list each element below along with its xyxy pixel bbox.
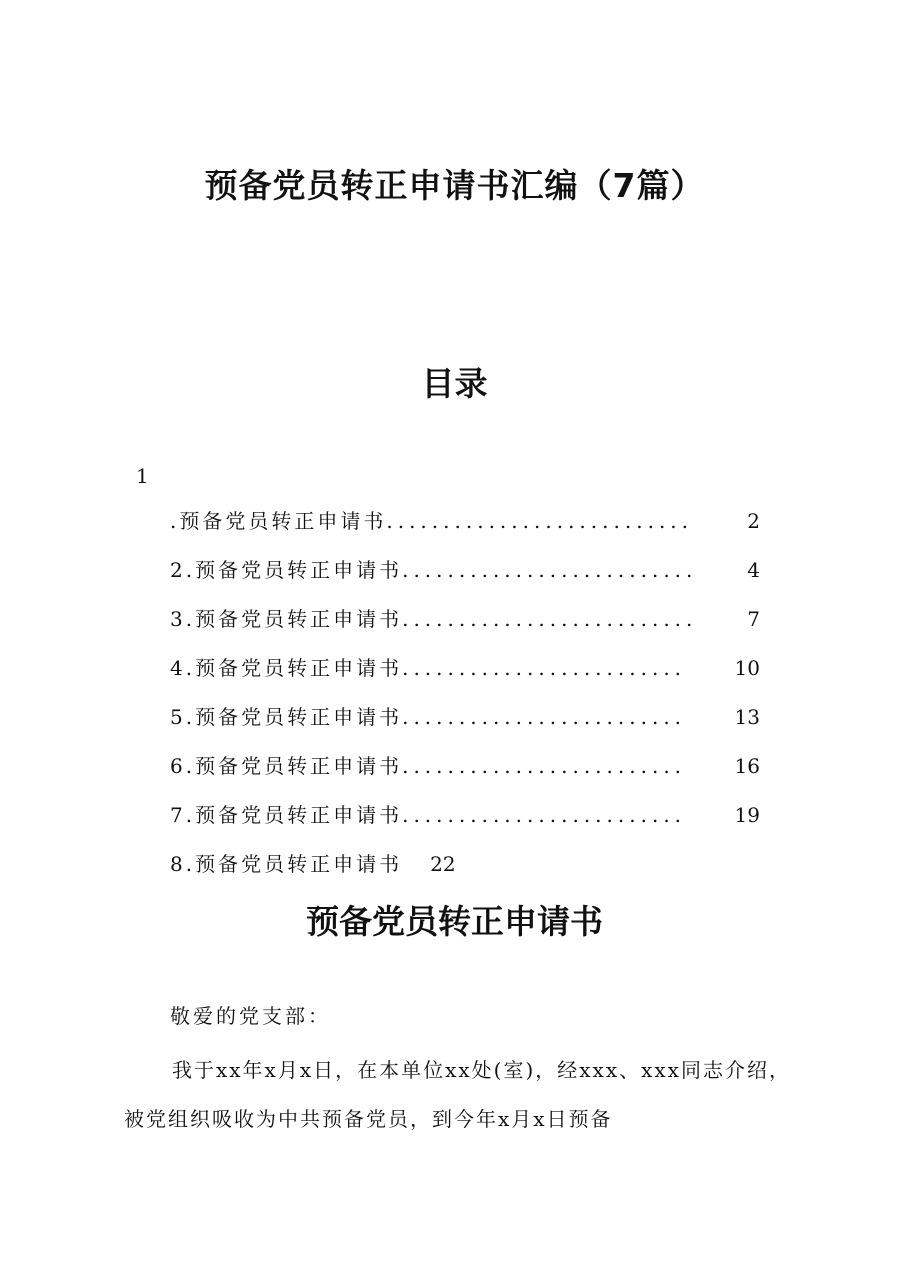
- toc-entry-label: 7.预备党员转正申请书: [170, 803, 403, 827]
- toc-entry[interactable]: [170, 652, 760, 701]
- toc-entry[interactable]: [170, 799, 760, 848]
- toc-entry[interactable]: [170, 701, 760, 750]
- toc-leader-dots: .........................: [402, 803, 687, 827]
- toc-entry-label: 3.预备党员转正申请书: [170, 607, 403, 631]
- toc-heading: 目录: [421, 364, 488, 403]
- toc-number: 1: [136, 464, 149, 488]
- toc-page-number: 7: [747, 607, 760, 631]
- body-paragraph: 我于xx年x月x日，在本单位xx处(室)，经xxx、xxx同志介绍，被党组织吸收为中共预备党员，到今年x月x日预备: [124, 1058, 791, 1131]
- toc-leader-dots: .........................: [402, 705, 687, 729]
- table-of-contents: [170, 505, 760, 897]
- toc-entry-label: 6.预备党员转正申请书: [170, 754, 403, 778]
- toc-entry[interactable]: [170, 848, 760, 897]
- toc-page-number: 4: [747, 558, 760, 582]
- toc-entry[interactable]: [170, 554, 760, 603]
- toc-page-number: 19: [734, 803, 760, 827]
- salutation: 敬爱的党支部：: [170, 1004, 331, 1028]
- toc-leader-dots: ..........................: [402, 558, 698, 582]
- toc-entry[interactable]: [170, 750, 760, 799]
- document-title: 预备党员转正申请书汇编（7篇）: [204, 166, 705, 205]
- toc-entry[interactable]: [170, 603, 760, 652]
- toc-leader-dots: ..........................: [402, 607, 698, 631]
- toc-entry[interactable]: [170, 505, 760, 554]
- toc-entry-label: 5.预备党员转正申请书: [170, 705, 403, 729]
- toc-leader-dots: .........................: [402, 656, 687, 680]
- toc-page-number: 2: [747, 509, 760, 533]
- toc-page-number: 13: [734, 705, 760, 729]
- toc-entry-label: 8.预备党员转正申请书: [170, 852, 403, 876]
- toc-entry-label: 4.预备党员转正申请书: [170, 656, 403, 680]
- toc-page-number: 16: [734, 754, 760, 778]
- section-title: 预备党员转正申请书: [306, 902, 603, 941]
- toc-page-number: 10: [734, 656, 760, 680]
- toc-entry-label: 2.预备党员转正申请书: [170, 558, 403, 582]
- toc-page-number: 22: [430, 852, 456, 876]
- toc-entry-label: .预备党员转正申请书: [170, 509, 387, 533]
- toc-leader-dots: ...........................: [386, 509, 694, 533]
- toc-leader-dots: .........................: [402, 754, 687, 778]
